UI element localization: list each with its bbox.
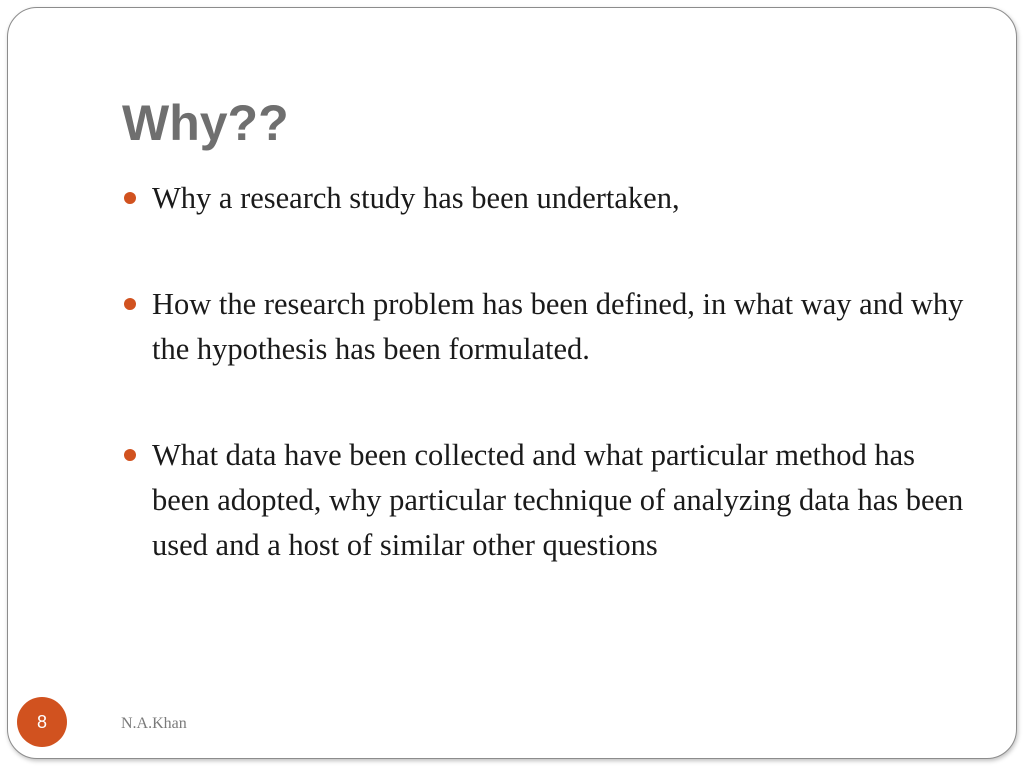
bullet-text: How the research problem has been defined, in what way and why the hypothesis has been formulated. <box>152 287 964 366</box>
list-item <box>120 433 980 568</box>
bullet-dot-icon <box>124 298 136 310</box>
bullet-list <box>120 176 980 568</box>
page-number-badge: 8 <box>17 697 67 747</box>
list-item <box>120 176 980 221</box>
bullet-text: Why a research study has been undertaken, <box>152 181 680 215</box>
list-item <box>120 282 980 372</box>
slide-title: Why?? <box>122 95 289 151</box>
footer-author: N.A.Khan <box>121 715 187 732</box>
bullet-dot-icon <box>124 192 136 204</box>
slide-frame <box>7 7 1017 759</box>
bullet-dot-icon <box>124 449 136 461</box>
bullet-text: What data have been collected and what particular method has been adopted, why particular technique of analyzing data has been used and a host of similar other questions <box>152 438 964 562</box>
